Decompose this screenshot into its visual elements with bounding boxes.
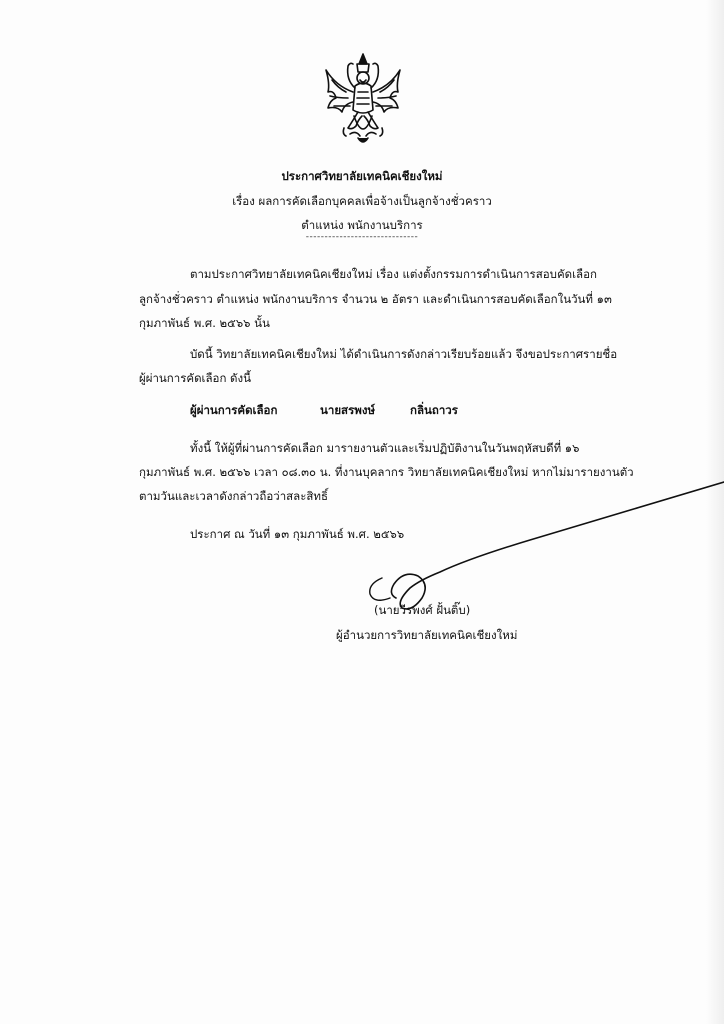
paragraph2-line2: ผู้ผ่านการคัดเลือก ดังนี้ <box>139 371 252 385</box>
result-first-name: นายสรพงษ์ <box>320 403 376 417</box>
signatory-title: ผู้อำนวยการวิทยาลัยเทคนิคเชียงใหม่ <box>336 628 518 642</box>
announcement-title: ประกาศวิทยาลัยเทคนิคเชียงใหม่ <box>281 169 443 183</box>
announcement-subject: เรื่อง ผลการคัดเลือกบุคคลเพื่อจ้างเป็นลูกจ้างชั่วคราว <box>232 194 492 208</box>
paragraph3-line1: ทั้งนี้ ให้ผู้ที่ผ่านการคัดเลือก มารายงานตัวและเริ่มปฏิบัติงานในวันพฤหัสบดีที่ ๑๖ <box>190 441 580 455</box>
handwritten-signature <box>330 480 724 620</box>
garuda-emblem-icon <box>322 50 404 148</box>
result-label: ผู้ผ่านการคัดเลือก <box>190 403 278 417</box>
paragraph3-line2: กุมภาพันธ์ พ.ศ. ๒๕๖๖ เวลา ๐๘.๓๐ น. ที่งานบุคลากร วิทยาลัยเทคนิคเชียงใหม่ หากไม่มารายงานตัว <box>139 465 634 479</box>
result-last-name: กลิ่นถาวร <box>410 403 458 417</box>
announcement-position: ตำแหน่ง พนักงานบริการ <box>301 218 423 232</box>
paragraph3-line3: ตามวันและเวลาดังกล่าวถือว่าสละสิทธิ์ <box>139 489 329 503</box>
signatory-name: (นายวีรพงศ์ ฝั้นติ๊บ) <box>374 603 471 617</box>
paragraph1-line2: ลูกจ้างชั่วคราว ตำแหน่ง พนักงานบริการ จำนวน ๒ อัตรา และดำเนินการสอบคัดเลือกในวันที่ ๑๓ <box>139 292 612 306</box>
paragraph1-line1: ตามประกาศวิทยาลัยเทคนิคเชียงใหม่ เรื่อง แต่งตั้งกรรมการดำเนินการสอบคัดเลือก <box>190 267 597 281</box>
paragraph2-line1: บัดนี้ วิทยาลัยเทคนิคเชียงใหม่ ได้ดำเนินการดังกล่าวเรียบร้อยแล้ว จึงขอประกาศรายชื่อ <box>190 347 618 361</box>
divider-line: ------------------------------ <box>305 232 419 242</box>
dated-line: ประกาศ ณ วันที่ ๑๓ กุมภาพันธ์ พ.ศ. ๒๕๖๖ <box>190 527 405 541</box>
paragraph1-line3: กุมภาพันธ์ พ.ศ. ๒๕๖๖ นั้น <box>139 316 270 330</box>
